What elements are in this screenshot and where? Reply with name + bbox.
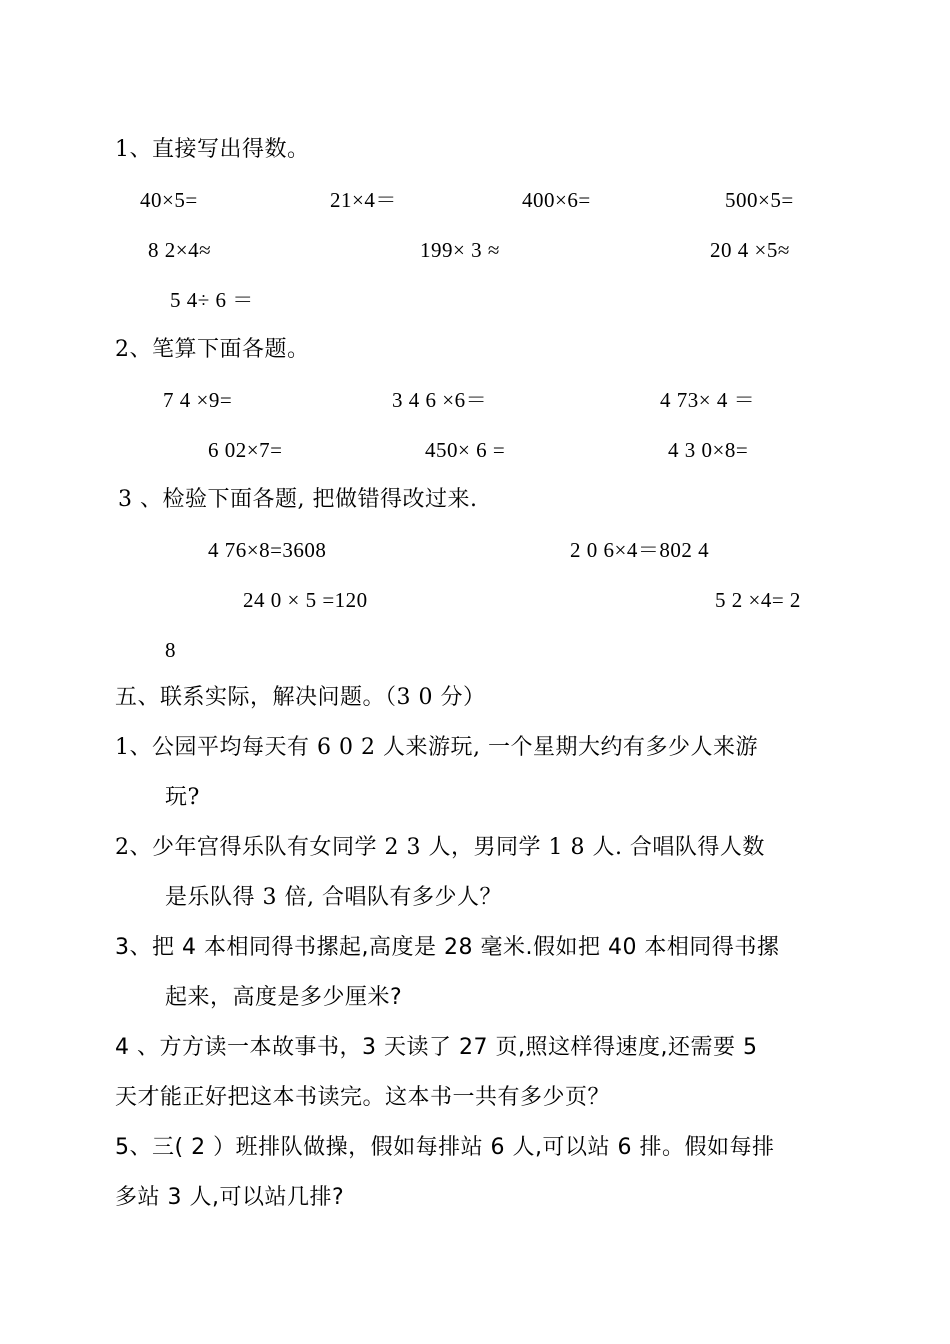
check-item: 4 76×8=3608 bbox=[208, 538, 327, 562]
calc-item: 199× 3 ≈ bbox=[420, 238, 500, 262]
problem-line: 多站 3 人,可以站几排? bbox=[115, 1185, 345, 1210]
problem-line: 5、三( 2 ）班排队做操，假如每排站 6 人,可以站 6 排。假如每排 bbox=[115, 1135, 775, 1160]
calc-item: 40×5= bbox=[140, 188, 198, 212]
check-item-wrap: 8 bbox=[165, 638, 176, 662]
problem-line: 是乐队得 3 倍, 合唱队有多少人？ bbox=[165, 885, 502, 910]
section-5-heading: 五、联系实际，解决问题。（3 0 分） bbox=[115, 685, 486, 710]
calc-item: 21×4＝ bbox=[330, 188, 397, 212]
calc-item: 4 73× 4 ＝ bbox=[660, 388, 756, 412]
calc-item: 500×5= bbox=[725, 188, 794, 212]
calc-item: 4 3 0×8= bbox=[668, 438, 749, 462]
calc-item: 400×6= bbox=[522, 188, 591, 212]
problem-line: 1、公园平均每天有 6 0 2 人来游玩, 一个星期大约有多少人来游 bbox=[115, 735, 758, 760]
section-3-heading: 3 、检验下面各题, 把做错得改过来. bbox=[118, 487, 478, 512]
calc-item: 8 2×4≈ bbox=[148, 238, 212, 262]
calc-item: 3 4 6 ×6＝ bbox=[392, 388, 488, 412]
check-item: 24 0 × 5 =120 bbox=[243, 588, 368, 612]
section-1-heading: 1、直接写出得数。 bbox=[115, 137, 310, 162]
problem-line: 天才能正好把这本书读完。这本书一共有多少页？ bbox=[115, 1085, 611, 1110]
calc-item: 450× 6 = bbox=[425, 438, 506, 462]
check-item: 2 0 6×4＝802 4 bbox=[570, 538, 710, 562]
problem-line: 4 、方方读一本故事书，3 天读了 27 页,照这样得速度,还需要 5 bbox=[115, 1035, 758, 1060]
calc-item: 5 4÷ 6 ＝ bbox=[170, 288, 254, 312]
problem-line: 起来，高度是多少厘米? bbox=[165, 985, 403, 1010]
section-2-heading: 2、笔算下面各题。 bbox=[115, 337, 310, 362]
problem-line: 2、少年宫得乐队有女同学 2 3 人，男同学 1 8 人. 合唱队得人数 bbox=[115, 835, 765, 860]
check-item: 5 2 ×4= 2 bbox=[715, 588, 801, 612]
calc-item: 20 4 ×5≈ bbox=[710, 238, 790, 262]
calc-item: 6 02×7= bbox=[208, 438, 283, 462]
calc-item: 7 4 ×9= bbox=[163, 388, 233, 412]
problem-line: 玩? bbox=[165, 785, 200, 810]
problem-line: 3、把 4 本相同得书摞起,高度是 28 毫米.假如把 40 本相同得书摞 bbox=[115, 935, 780, 960]
